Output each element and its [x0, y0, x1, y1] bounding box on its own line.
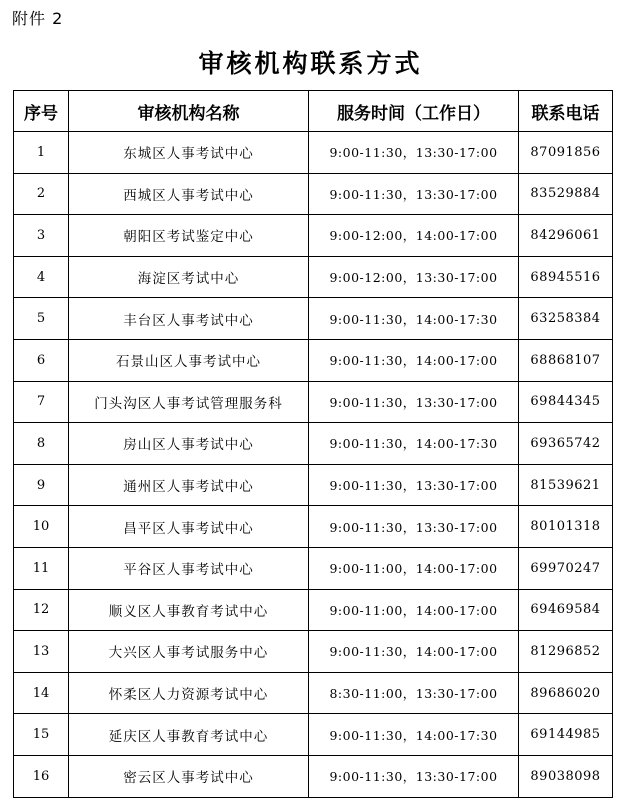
agency-name: 房山区人事考试中心 — [69, 423, 309, 465]
agency-name: 门头沟区人事考试管理服务科 — [69, 381, 309, 423]
agency-name: 朝阳区考试鉴定中心 — [69, 215, 309, 257]
service-hours: 9:00-11:30，14:00-17:30 — [309, 714, 519, 756]
service-hours: 9:00-11:00，14:00-17:00 — [309, 547, 519, 589]
table-row — [14, 215, 613, 257]
service-hours: 9:00-11:30，13:30-17:00 — [309, 464, 519, 506]
table-row — [14, 132, 613, 174]
phone-number: 69365742 — [519, 423, 613, 465]
phone-number: 63258384 — [519, 298, 613, 340]
phone-number: 69970247 — [519, 547, 613, 589]
table-body — [14, 132, 613, 798]
header-phone: 联系电话 — [519, 91, 613, 132]
table-row — [14, 464, 613, 506]
header-service-hours: 服务时间（工作日） — [309, 91, 519, 132]
phone-number: 68945516 — [519, 256, 613, 298]
agency-name: 海淀区考试中心 — [69, 256, 309, 298]
service-hours: 9:00-11:30，13:30-17:00 — [309, 506, 519, 548]
row-number: 14 — [14, 672, 69, 714]
table-row — [14, 298, 613, 340]
phone-number: 81296852 — [519, 631, 613, 673]
agency-name: 延庆区人事教育考试中心 — [69, 714, 309, 756]
agency-name: 东城区人事考试中心 — [69, 132, 309, 174]
agency-name: 平谷区人事考试中心 — [69, 547, 309, 589]
service-hours: 9:00-11:30，13:30-17:00 — [309, 755, 519, 797]
row-number: 8 — [14, 423, 69, 465]
row-number: 10 — [14, 506, 69, 548]
contact-table — [13, 90, 613, 798]
header-agency-name: 审核机构名称 — [69, 91, 309, 132]
table-row — [14, 589, 613, 631]
row-number: 1 — [14, 132, 69, 174]
page-title: 审核机构联系方式 — [198, 49, 423, 78]
row-number: 3 — [14, 215, 69, 257]
service-hours: 9:00-11:30，14:00-17:30 — [309, 423, 519, 465]
header-number: 序号 — [14, 91, 69, 132]
table-row — [14, 755, 613, 797]
table-header-row — [14, 91, 613, 132]
attachment-label: 附件 2 — [12, 9, 64, 28]
phone-number: 68868107 — [519, 339, 613, 381]
row-number: 9 — [14, 464, 69, 506]
row-number: 11 — [14, 547, 69, 589]
service-hours: 9:00-11:30，13:30-17:00 — [309, 381, 519, 423]
table-row — [14, 339, 613, 381]
service-hours: 9:00-11:30，13:30-17:00 — [309, 173, 519, 215]
phone-number: 69469584 — [519, 589, 613, 631]
agency-name: 石景山区人事考试中心 — [69, 339, 309, 381]
row-number: 5 — [14, 298, 69, 340]
row-number: 15 — [14, 714, 69, 756]
table-row — [14, 672, 613, 714]
service-hours: 9:00-11:30，14:00-17:00 — [309, 339, 519, 381]
phone-number: 89686020 — [519, 672, 613, 714]
service-hours: 8:30-11:00，13:30-17:00 — [309, 672, 519, 714]
agency-name: 西城区人事考试中心 — [69, 173, 309, 215]
service-hours: 9:00-12:00，13:30-17:00 — [309, 256, 519, 298]
service-hours: 9:00-12:00，14:00-17:00 — [309, 215, 519, 257]
phone-number: 84296061 — [519, 215, 613, 257]
phone-number: 87091856 — [519, 132, 613, 174]
agency-name: 丰台区人事考试中心 — [69, 298, 309, 340]
agency-name: 大兴区人事考试服务中心 — [69, 631, 309, 673]
row-number: 12 — [14, 589, 69, 631]
phone-number: 69144985 — [519, 714, 613, 756]
table-row — [14, 547, 613, 589]
row-number: 4 — [14, 256, 69, 298]
phone-number: 69844345 — [519, 381, 613, 423]
phone-number: 89038098 — [519, 755, 613, 797]
table-row — [14, 256, 613, 298]
agency-name: 怀柔区人力资源考试中心 — [69, 672, 309, 714]
table-row — [14, 173, 613, 215]
agency-name: 顺义区人事教育考试中心 — [69, 589, 309, 631]
table-row — [14, 506, 613, 548]
agency-name: 通州区人事考试中心 — [69, 464, 309, 506]
phone-number: 81539621 — [519, 464, 613, 506]
service-hours: 9:00-11:30，14:00-17:30 — [309, 298, 519, 340]
row-number: 13 — [14, 631, 69, 673]
table-row — [14, 381, 613, 423]
row-number: 16 — [14, 755, 69, 797]
table-row — [14, 631, 613, 673]
table-row — [14, 423, 613, 465]
service-hours: 9:00-11:30，14:00-17:00 — [309, 631, 519, 673]
row-number: 2 — [14, 173, 69, 215]
agency-name: 密云区人事考试中心 — [69, 755, 309, 797]
service-hours: 9:00-11:30，13:30-17:00 — [309, 132, 519, 174]
agency-name: 昌平区人事考试中心 — [69, 506, 309, 548]
row-number: 6 — [14, 339, 69, 381]
phone-number: 83529884 — [519, 173, 613, 215]
table-row — [14, 714, 613, 756]
service-hours: 9:00-11:00，14:00-17:00 — [309, 589, 519, 631]
phone-number: 80101318 — [519, 506, 613, 548]
row-number: 7 — [14, 381, 69, 423]
